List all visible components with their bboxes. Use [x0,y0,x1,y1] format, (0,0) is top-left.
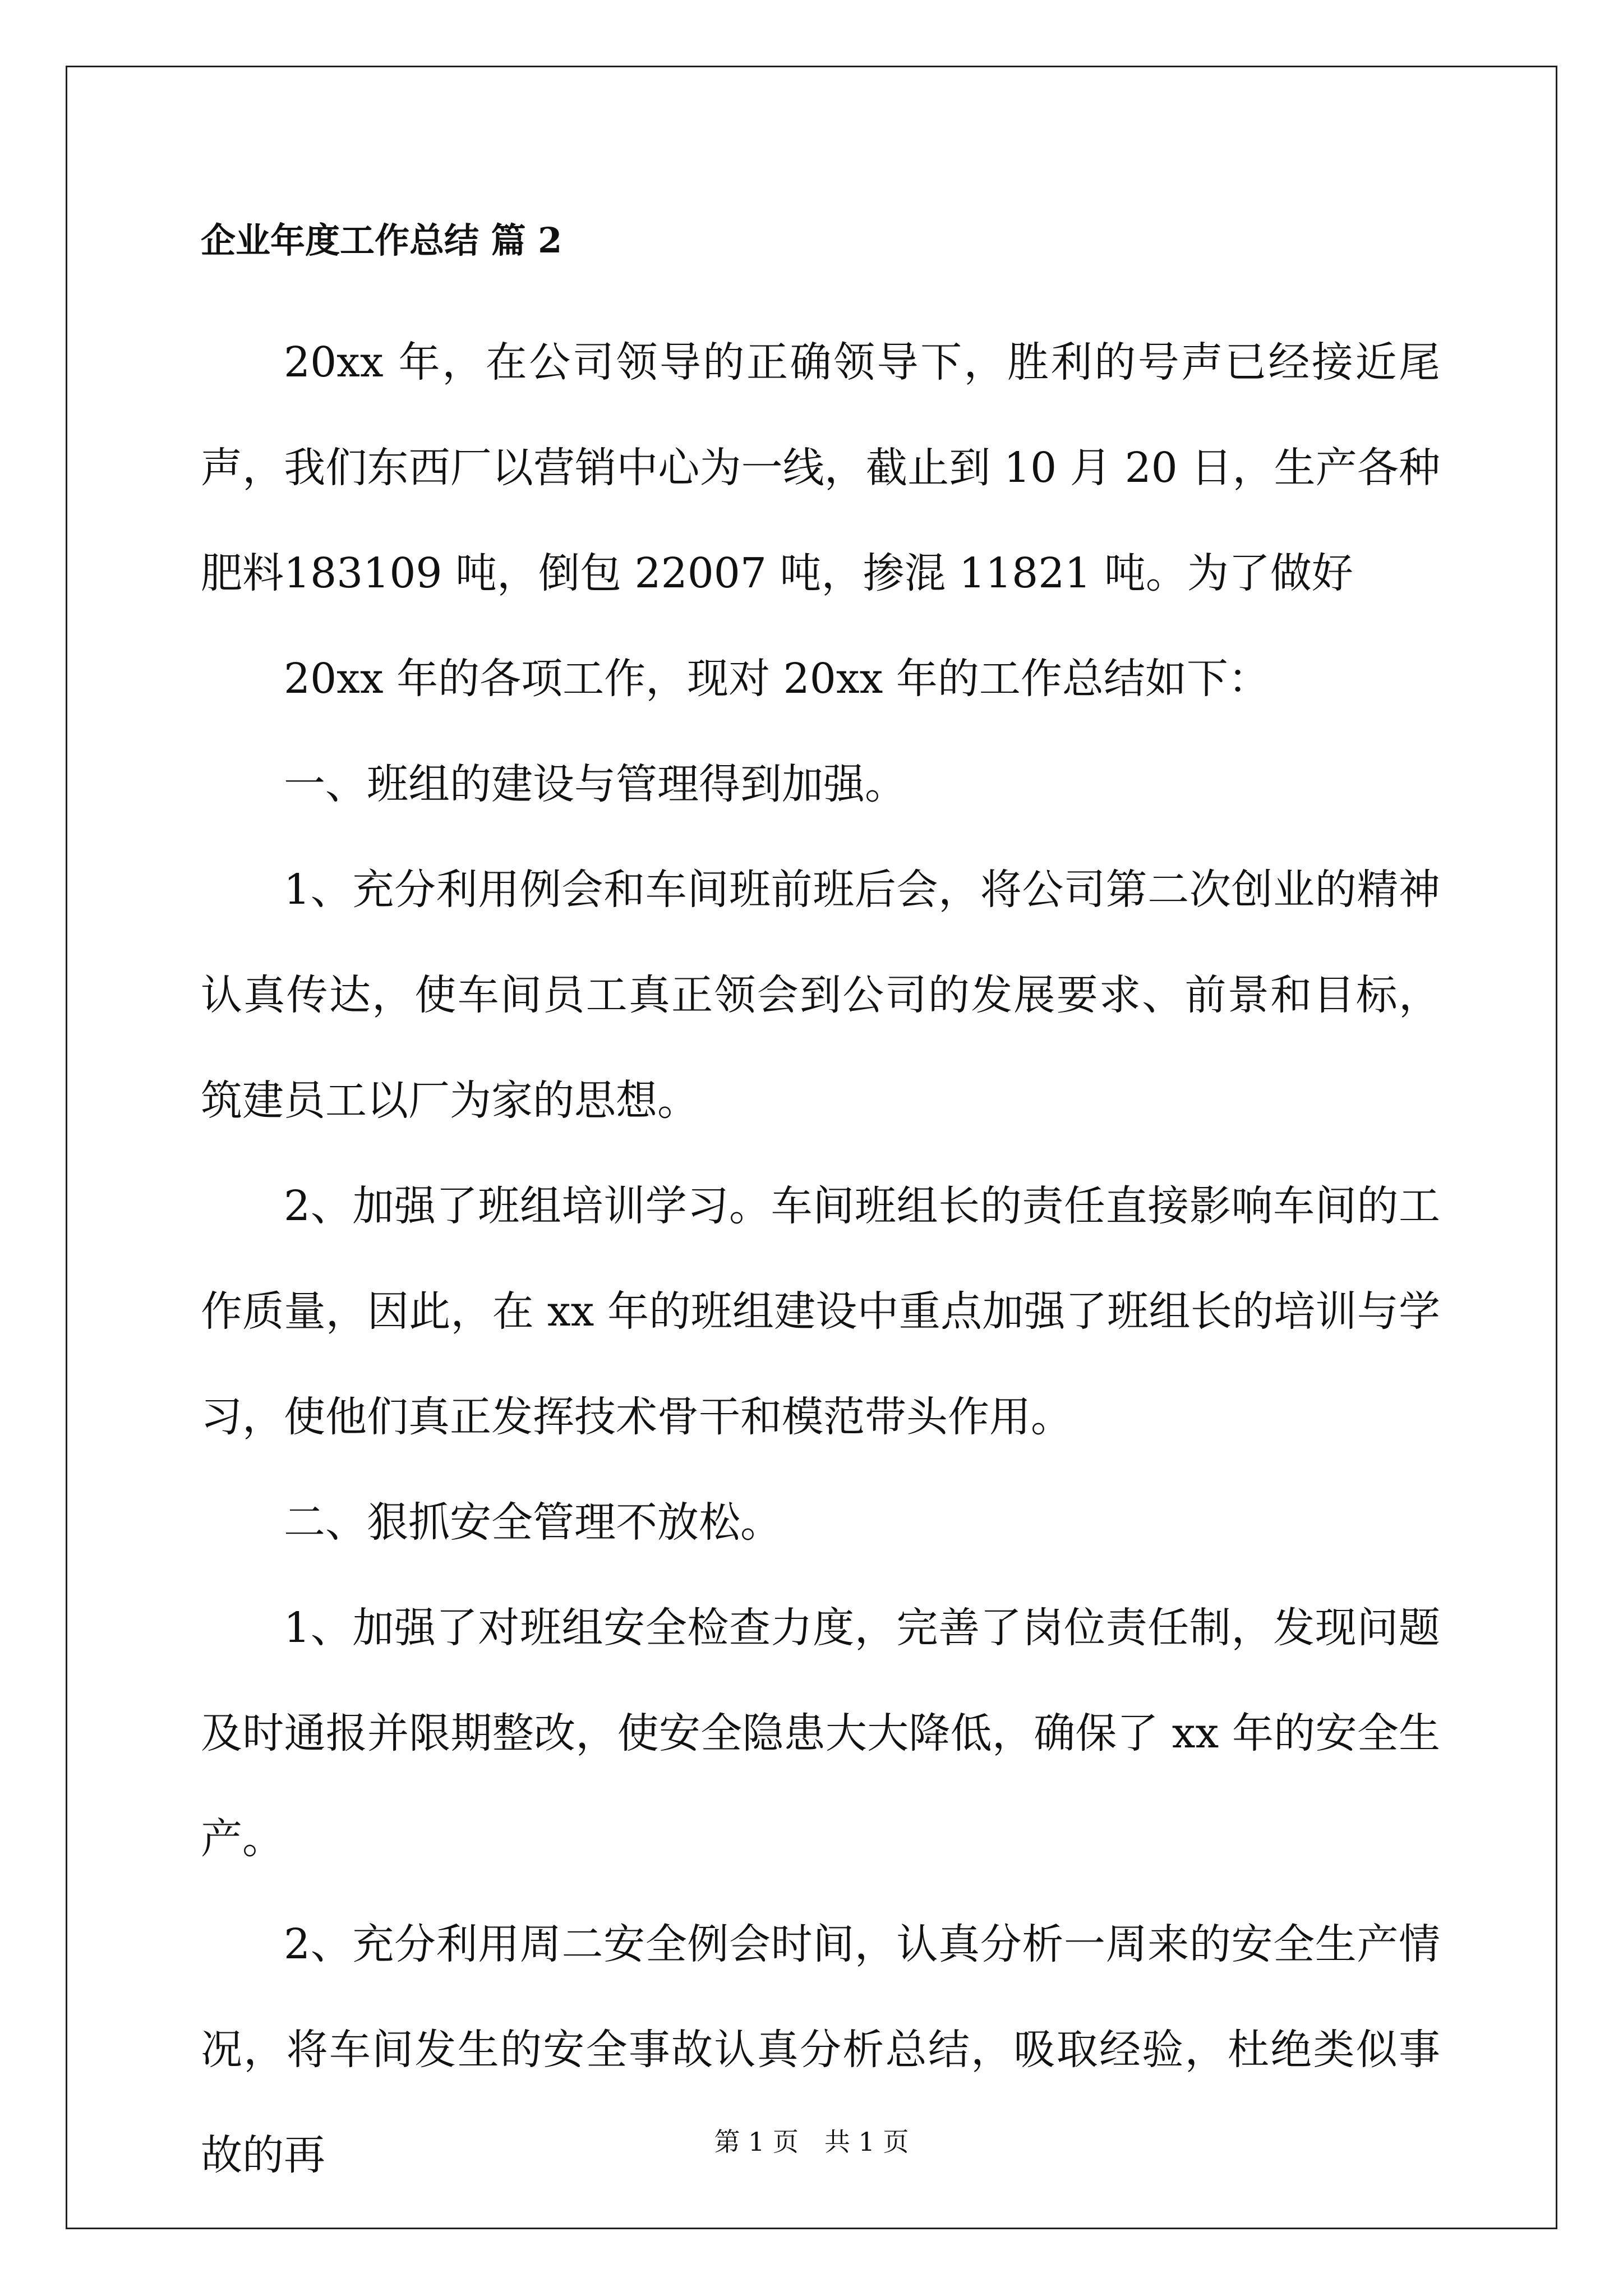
paragraph-2-1: 1、加强了对班组安全检查力度，完善了岗位责任制，发现问题及时通报并限期整改，使安全隐患大大降低，确保了 xx 年的安全生产。 [201,1604,1440,1863]
section-heading-2: 二、狠抓安全管理不放松。 [284,1498,782,1547]
document-title: 企业年度工作总结 篇 2 [201,220,562,261]
paragraph-1-2: 2、加强了班组培训学习。车间班组长的责任直接影响车间的工作质量，因此，在 xx 年的班组建设中重点加强了班组长的培训与学习，使他们真正发挥技术骨干和模范带头作用。 [201,1182,1440,1441]
section-heading-1: 一、班组的建设与管理得到加强。 [284,760,906,808]
page-footer: 第 1 页 共 1 页 [714,2127,909,2157]
paragraph-1-1: 1、充分利用例会和车间班前班后会，将公司第二次创业的精神认真传达，使车间员工真正领会到公司的发展要求、前景和目标，筑建员工以厂为家的思想。 [201,866,1440,1125]
paragraph-intro: 20xx 年，在公司领导的正确领导下，胜利的号声已经接近尾声，我们东西厂以营销中心为一线，截止到 10 月 20 日，生产各种肥料183109 吨，倒包 22007 吨，掺混 11821 吨。为了做好 [201,338,1440,597]
paragraph-summary-lead: 20xx 年的各项工作，现对 20xx 年的工作总结如下： [284,655,1270,703]
document-body [201,220,1440,2208]
paragraph-2-2: 2、充分利用周二安全例会时间，认真分析一周来的安全生产情况，将车间发生的安全事故认真分析总结，吸取经验，杜绝类似事故的再 [201,1920,1440,2179]
